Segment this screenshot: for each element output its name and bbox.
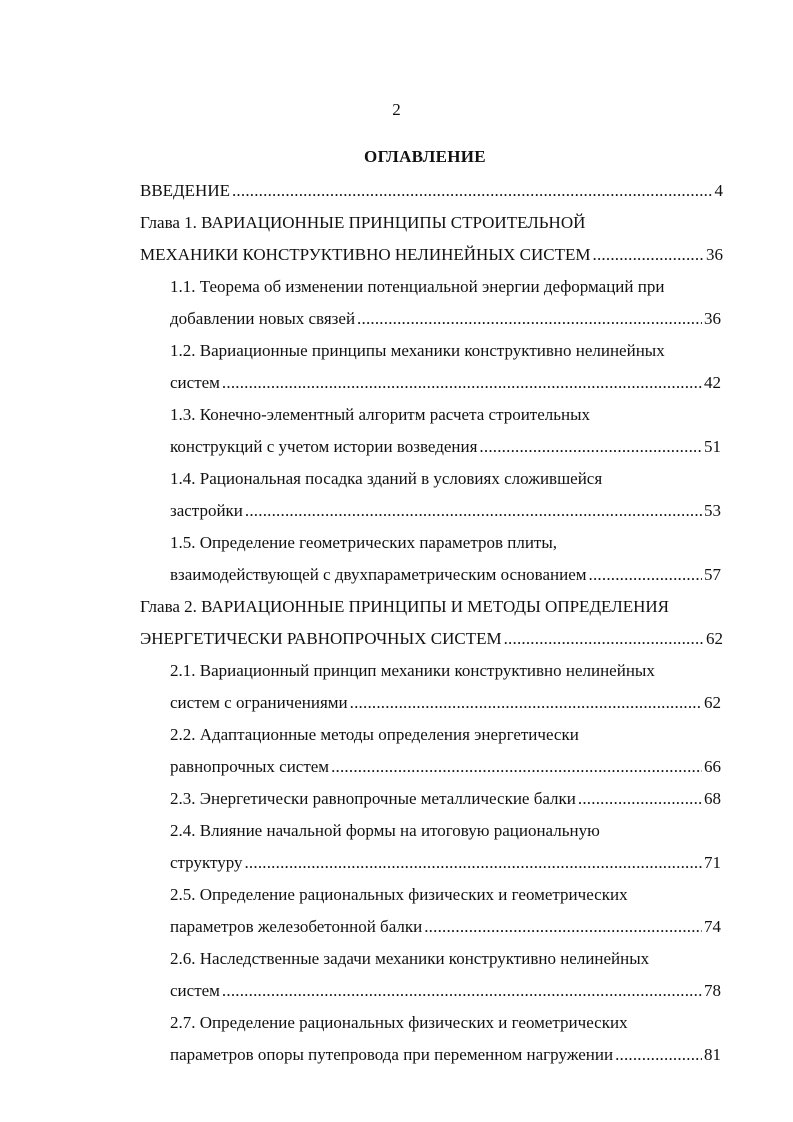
toc-entry-page: 62 — [704, 693, 721, 712]
toc-entry-line: 1.5. Определение геометрических параметров плиты, — [170, 533, 558, 552]
dot-leader — [350, 687, 702, 719]
toc-entry-text: параметров опоры путепровода при переменном нагружении — [170, 1045, 614, 1064]
toc-entry-line: 2.1. Вариационный принцип механики конструктивно нелинейных — [170, 661, 655, 680]
toc-entry-leader-line — [140, 623, 723, 655]
toc-entry — [170, 1007, 721, 1071]
toc-entry — [170, 943, 721, 1007]
toc-entry-line: 2.6. Наследственные задачи механики конструктивно нелинейных — [170, 949, 650, 968]
toc-entry-line: 2.4. Влияние начальной формы на итоговую рациональную — [170, 821, 600, 840]
toc-entry — [170, 335, 721, 399]
dot-leader — [479, 431, 702, 463]
toc-entry-leader-line — [170, 783, 721, 815]
toc-entry — [170, 655, 721, 719]
toc-entry — [170, 815, 721, 879]
toc-entry-text: застройки — [170, 501, 243, 520]
toc-entry — [170, 783, 721, 815]
toc-entry-page: 36 — [704, 309, 721, 328]
dot-leader — [357, 303, 702, 335]
toc-entry — [170, 879, 721, 943]
toc-entry-leader-line — [170, 495, 721, 527]
dot-leader — [589, 559, 702, 591]
toc-entry-leader-line — [170, 1039, 721, 1071]
toc-entry-text: равнопрочных систем — [170, 757, 330, 776]
toc-entry-leader-line — [170, 431, 721, 463]
toc-entry — [170, 271, 721, 335]
dot-leader — [222, 975, 702, 1007]
toc-entry-text: структуру — [170, 853, 243, 872]
toc-entry-text: систем с ограничениями — [170, 693, 348, 712]
toc-entry-text: ЭНЕРГЕТИЧЕСКИ РАВНОПРОЧНЫХ СИСТЕМ — [140, 629, 502, 648]
toc-entry-text: параметров железобетонной балки — [170, 917, 423, 936]
toc-entry-leader-line — [170, 687, 721, 719]
toc-entry-leader-line — [170, 559, 721, 591]
toc-entry-page: 78 — [704, 981, 721, 1000]
dot-leader — [222, 367, 702, 399]
toc-entry-line: 2.5. Определение рациональных физических и геометрических — [170, 885, 628, 904]
toc-entry-line: 1.3. Конечно-элементный алгоритм расчета строительных — [170, 405, 591, 424]
dot-leader — [244, 847, 702, 879]
toc-entry-line: 1.4. Рациональная посадка зданий в условиях сложившейся — [170, 469, 603, 488]
toc-entry — [140, 207, 723, 271]
toc-entry-page: 68 — [704, 789, 721, 808]
dot-leader — [615, 1039, 702, 1071]
toc-entry-line: 1.1. Теорема об изменении потенциальной энергии деформаций при — [170, 277, 665, 296]
toc-entry — [140, 175, 723, 207]
page-number: 2 — [392, 100, 401, 119]
toc-entry-page: 62 — [706, 629, 723, 648]
toc-entry-leader-line — [140, 175, 723, 207]
toc-entry-page: 66 — [704, 757, 721, 776]
table-of-contents — [0, 175, 793, 1071]
toc-entry-text: конструкций с учетом истории возведения — [170, 437, 478, 456]
dot-leader — [245, 495, 702, 527]
toc-entry-leader-line — [170, 911, 721, 943]
toc-entry-leader-line — [170, 847, 721, 879]
toc-entry-leader-line — [170, 751, 721, 783]
toc-entry-text: взаимодействующей с двухпараметрическим основанием — [170, 565, 587, 584]
toc-entry-text: систем — [170, 373, 220, 392]
toc-entry-text: 2.3. Энергетически равнопрочные металлические балки — [170, 789, 576, 808]
dot-leader — [504, 623, 704, 655]
toc-entry-text: добавлении новых связей — [170, 309, 356, 328]
toc-entry-page: 53 — [704, 501, 721, 520]
toc-entry-text: МЕХАНИКИ КОНСТРУКТИВНО НЕЛИНЕЙНЫХ СИСТЕМ — [140, 245, 591, 264]
toc-entry — [170, 399, 721, 463]
toc-entry-page: 71 — [704, 853, 721, 872]
dot-leader — [331, 751, 702, 783]
toc-entry-line: Глава 1. ВАРИАЦИОННЫЕ ПРИНЦИПЫ СТРОИТЕЛЬНОЙ — [140, 213, 586, 232]
toc-entry-page: 57 — [704, 565, 721, 584]
toc-entry-line: 1.2. Вариационные принципы механики конструктивно нелинейных — [170, 341, 665, 360]
toc-entry-text: систем — [170, 981, 220, 1000]
toc-entry — [140, 591, 723, 655]
toc-entry-line: 2.2. Адаптационные методы определения энергетически — [170, 725, 579, 744]
toc-entry-leader-line — [170, 975, 721, 1007]
toc-entry-page: 51 — [704, 437, 721, 456]
dot-leader — [593, 239, 704, 271]
toc-title: ОГЛАВЛЕНИЕ — [364, 147, 486, 166]
toc-entry — [170, 463, 721, 527]
toc-entry-text: ВВЕДЕНИЕ — [140, 181, 230, 200]
toc-entry-page: 74 — [704, 917, 721, 936]
dot-leader — [232, 175, 713, 207]
toc-entry-page: 4 — [714, 181, 723, 200]
toc-entry-line: Глава 2. ВАРИАЦИОННЫЕ ПРИНЦИПЫ И МЕТОДЫ ОПРЕДЕЛЕНИЯ — [140, 597, 670, 616]
dot-leader — [578, 783, 702, 815]
toc-entry-leader-line — [170, 367, 721, 399]
toc-entry-page: 36 — [706, 245, 723, 264]
toc-entry-leader-line — [140, 239, 723, 271]
toc-entry-line: 2.7. Определение рациональных физических и геометрических — [170, 1013, 628, 1032]
toc-entry — [170, 719, 721, 783]
dot-leader — [424, 911, 702, 943]
toc-entry-page: 42 — [704, 373, 721, 392]
toc-entry-page: 81 — [704, 1045, 721, 1064]
toc-entry — [170, 527, 721, 591]
toc-entry-leader-line — [170, 303, 721, 335]
